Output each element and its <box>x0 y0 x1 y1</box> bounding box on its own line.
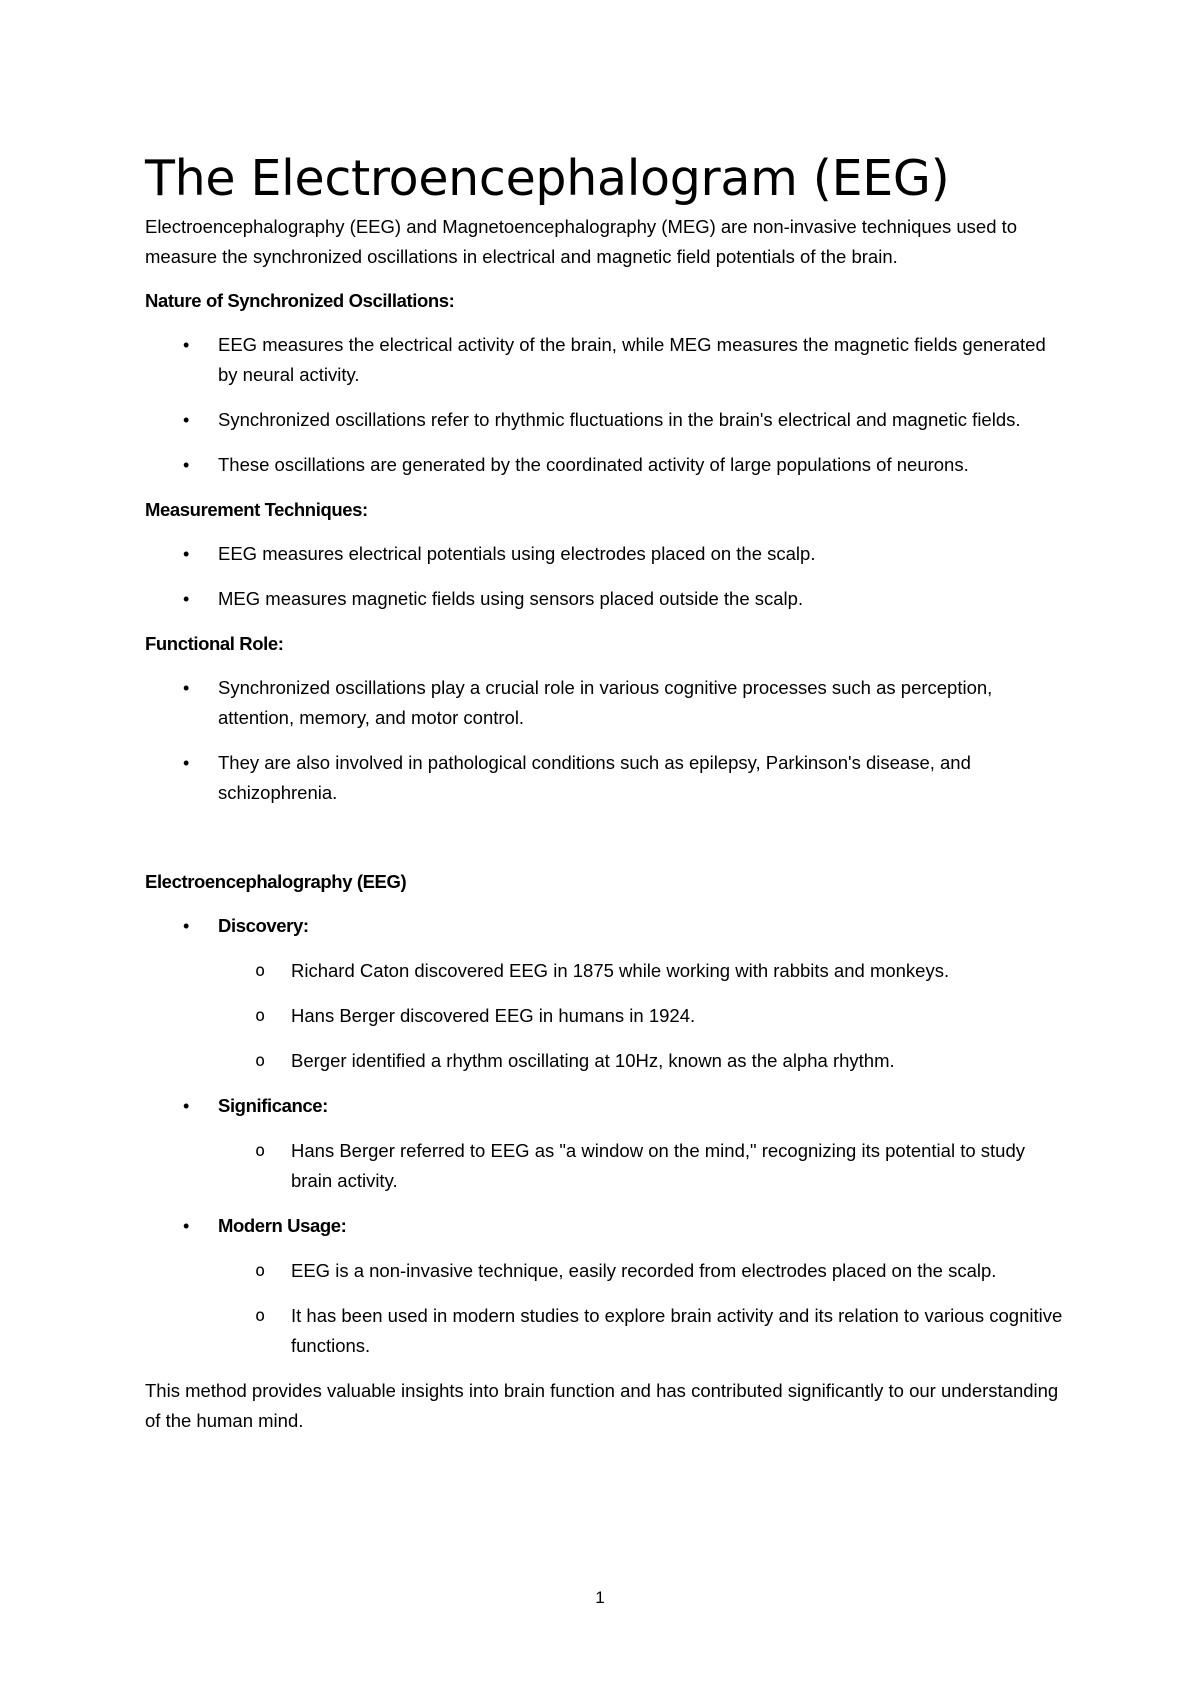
list-item <box>145 539 1065 569</box>
list-item <box>145 748 1065 808</box>
sub-list-item <box>218 956 1065 986</box>
list-item <box>145 673 1065 733</box>
functional-role-list <box>145 673 1065 808</box>
sub-list-item-text: Berger identified a rhythm oscillating at 10Hz, known as the alpha rhythm. <box>291 1050 895 1071</box>
sub-list-item-text: Hans Berger discovered EEG in humans in 1924. <box>291 1005 696 1026</box>
bullet-icon: • <box>183 455 190 475</box>
modern-usage-sublist <box>218 1256 1065 1361</box>
list-item <box>145 584 1065 614</box>
conclusion-paragraph: This method provides valuable insights into brain function and has contributed significantly to our understanding of the human mind. <box>145 1380 1059 1431</box>
group-label-significance: Significance: <box>218 1095 328 1116</box>
intro-paragraph: Electroencephalography (EEG) and Magnetoencephalography (MEG) are non-invasive techniques used to measure the synchronized oscillations in electrical and magnetic field potentials of the brain. <box>145 216 1018 267</box>
section-heading-eeg: Electroencephalography (EEG) <box>145 871 407 892</box>
document-body <box>145 148 1065 1450</box>
list-item <box>145 450 1065 480</box>
list-item-text: MEG measures magnetic fields using sensors placed outside the scalp. <box>218 588 804 609</box>
sub-list-item <box>218 1256 1065 1286</box>
bullet-icon: • <box>183 335 190 355</box>
list-item-significance <box>145 1091 1065 1196</box>
sub-list-item <box>218 1136 1065 1196</box>
list-item <box>145 405 1065 435</box>
document-title: The Electroencephalogram (EEG) <box>145 150 950 207</box>
spacer <box>145 823 1065 867</box>
bullet-icon: • <box>183 678 190 698</box>
sub-bullet-icon: o <box>255 1141 266 1161</box>
group-label-modern-usage: Modern Usage: <box>218 1215 347 1236</box>
bullet-icon: • <box>183 410 190 430</box>
list-item-text: They are also involved in pathological conditions such as epilepsy, Parkinson's disease, and schizophrenia. <box>218 752 971 803</box>
discovery-sublist <box>218 956 1065 1076</box>
sub-list-item <box>218 1046 1065 1076</box>
bullet-icon: • <box>183 589 190 609</box>
bullet-icon: • <box>183 916 190 936</box>
sub-list-item <box>218 1001 1065 1031</box>
sub-list-item-text: Richard Caton discovered EEG in 1875 while working with rabbits and monkeys. <box>291 960 950 981</box>
page-number: 1 <box>595 1588 605 1607</box>
sub-bullet-icon: o <box>255 1261 266 1281</box>
nature-list <box>145 330 1065 480</box>
list-item-text: Synchronized oscillations play a crucial role in various cognitive processes such as perception, attention, memory, and motor control. <box>218 677 993 728</box>
bullet-icon: • <box>183 1096 190 1116</box>
bullet-icon: • <box>183 753 190 773</box>
group-label-discovery: Discovery: <box>218 915 309 936</box>
significance-sublist <box>218 1136 1065 1196</box>
list-item-modern-usage <box>145 1211 1065 1361</box>
list-item-discovery <box>145 911 1065 1076</box>
list-item <box>145 330 1065 390</box>
sub-list-item-text: It has been used in modern studies to explore brain activity and its relation to various cognitive functions. <box>291 1305 1063 1356</box>
section-heading-nature: Nature of Synchronized Oscillations: <box>145 290 455 311</box>
sub-list-item-text: EEG is a non-invasive technique, easily recorded from electrodes placed on the scalp. <box>291 1260 997 1281</box>
sub-list-item-text: Hans Berger referred to EEG as "a window on the mind," recognizing its potential to study brain activity. <box>291 1140 1025 1191</box>
measurement-list <box>145 539 1065 614</box>
bullet-icon: • <box>183 1216 190 1236</box>
sub-bullet-icon: o <box>255 961 266 981</box>
list-item-text: These oscillations are generated by the coordinated activity of large populations of neurons. <box>218 454 969 475</box>
bullet-icon: • <box>183 544 190 564</box>
sub-bullet-icon: o <box>255 1051 266 1071</box>
sub-list-item <box>218 1301 1065 1361</box>
sub-bullet-icon: o <box>255 1306 266 1326</box>
section-heading-measurement: Measurement Techniques: <box>145 499 368 520</box>
list-item-text: EEG measures the electrical activity of the brain, while MEG measures the magnetic fields generated by neural activity. <box>218 334 1046 385</box>
section-heading-functional-role: Functional Role: <box>145 633 284 654</box>
eeg-list <box>145 911 1065 1361</box>
sub-bullet-icon: o <box>255 1006 266 1026</box>
list-item-text: Synchronized oscillations refer to rhythmic fluctuations in the brain's electrical and magnetic fields. <box>218 409 1021 430</box>
list-item-text: EEG measures electrical potentials using electrodes placed on the scalp. <box>218 543 816 564</box>
